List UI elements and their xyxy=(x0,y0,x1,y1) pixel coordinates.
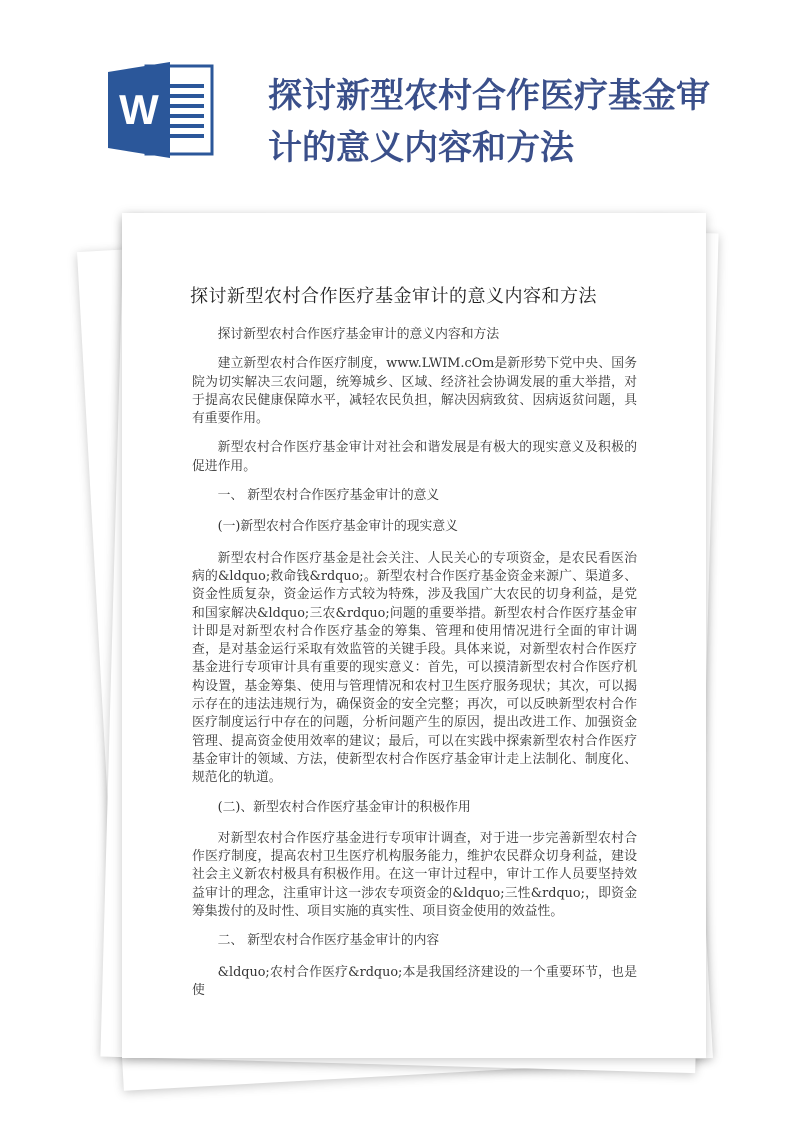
section-heading: 二、 新型农村合作医疗基金审计的内容 xyxy=(217,933,440,949)
page-title: 探讨新型农村合作医疗基金审计的意义内容和方法 xyxy=(268,76,710,168)
doc-paragraph: 建立新型农村合作医疗制度，www.LWIM.cOm是新形势下党中央、国务院为切实解决三农问题，统筹城乡、区域、经济社会协调发展的重大举措，对于提高农民健康保障水平，减轻农民负担，解决因病致贫、因病返贫问题，具有重要作用。 xyxy=(192,356,637,427)
doc-paragraph: 对新型农村合作医疗基金进行专项审计调查，对于进一步完善新型农村合作医疗制度，提高农村卫生医疗机构服务能力，维护农民群众切身利益，建设社会主义新农村极具有积极作用。在这一审计过程中，审计工作人员要坚持效益审计的理念，注重审计这一涉农专项资金的&ldquo;三性&rdquo;，即资金筹集拨付的及时性、项目实施的真实性、项目资金使用的效益性。 xyxy=(192,830,637,920)
section-heading: 一、 新型农村合作医疗基金审计的意义 xyxy=(217,488,440,504)
doc-paragraph: &ldquo;农村合作医疗&rdquo;本是我国经济建设的一个重要环节，也是使 xyxy=(192,964,637,998)
word-logo-letter: W xyxy=(119,86,159,133)
word-document-icon xyxy=(108,60,218,160)
doc-paragraph: 探讨新型农村合作医疗基金审计的意义内容和方法 xyxy=(217,327,500,342)
document-body xyxy=(192,326,637,1011)
subsection-heading: (一)新型农村合作医疗基金审计的现实意义 xyxy=(217,519,458,535)
subsection-heading: (二)、新型农村合作医疗基金审计的积极作用 xyxy=(217,799,471,815)
document-title: 探讨新型农村合作医疗基金审计的意义内容和方法 xyxy=(190,286,597,307)
doc-paragraph: 新型农村合作医疗基金是社会关注、人民关心的专项资金，是农民看医治病的&ldquo;救命钱&rdquo;。新型农村合作医疗基金资金来源广、渠道多、资金性质复杂，资金运作方式较为特殊，涉及我国广大农民的切身利益，是党和国家解决&ldquo;三农&rdquo;问题的重要举措。新型农村合作医疗基金审计即是对新型农村合作医疗基金的筹集、管理和使用情况进行全面的审计调查，是对基金运行采取有效监管的关键手段。具体来说，对新型农村合作医疗基金进行专项审计具有重要的现实意义：首先，可以摸清新型农村合作医疗机构设置，基金筹集、使用与管理情况和农村卫生医疗服务现状；其次，可以揭示存在的违法违规行为，确保资金的安全完整；再次，可以反映新型农村合作医疗制度运行中存在的问题，分析问题产生的原因，提出改进工作、加强资金管理、提高资金使用效率的建议；最后，可以在实践中探索新型农村合作医疗基金审计的领域、方法，使新型农村合作医疗基金审计走上法制化、制度化、规范化的轨道。 xyxy=(192,550,637,786)
doc-paragraph: 新型农村合作医疗基金审计对社会和谐发展是有极大的现实意义及积极的促进作用。 xyxy=(192,440,637,474)
